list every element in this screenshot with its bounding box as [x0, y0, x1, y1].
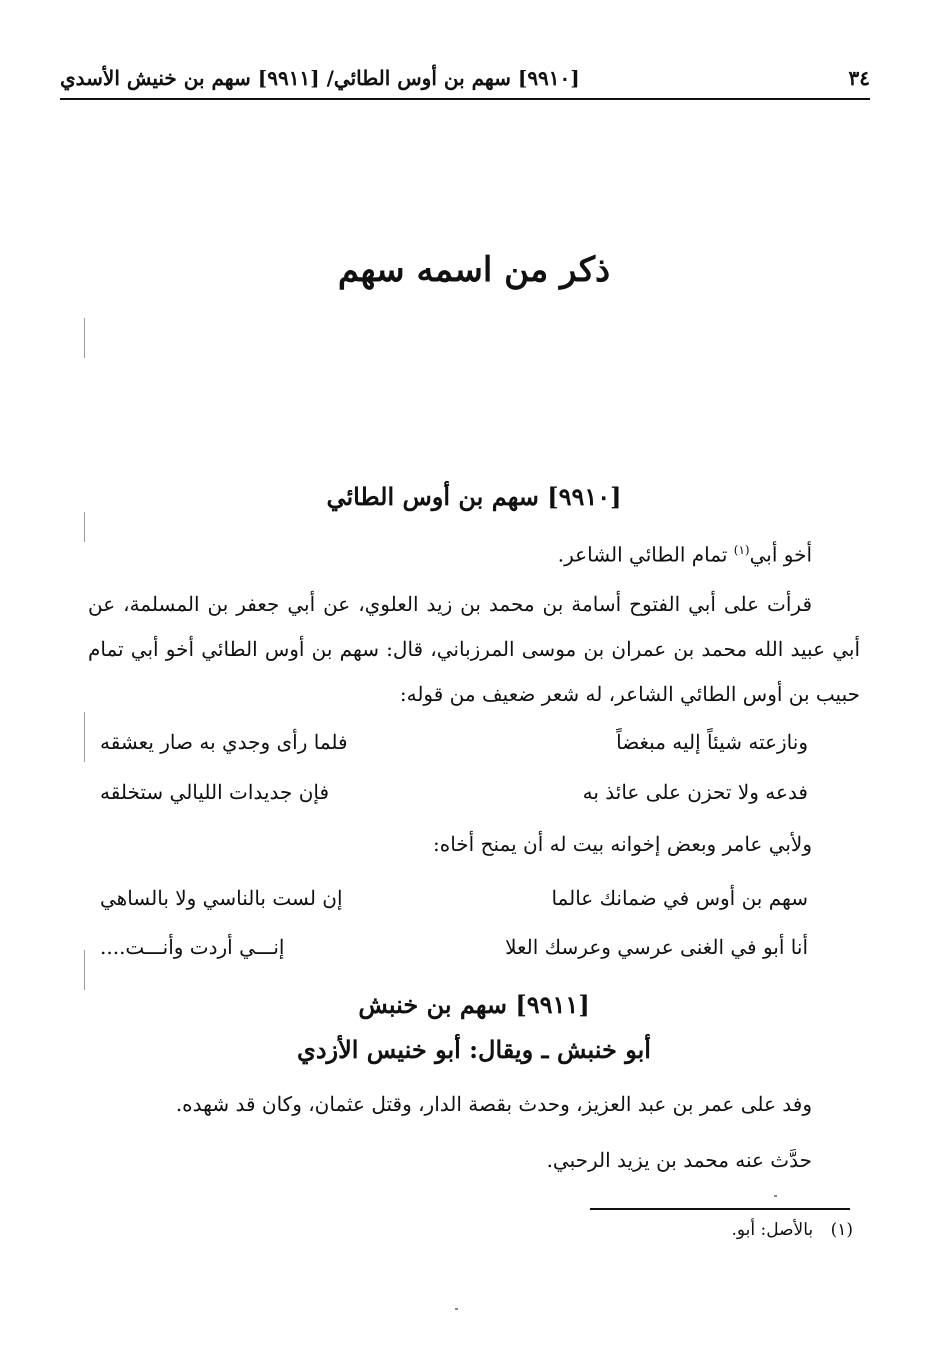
entry-line: حدَّث عنه محمد بن يزيد الرحبي. — [546, 1148, 812, 1172]
margin-mark — [84, 512, 85, 542]
verse-second-hemistich: فإن جديدات الليالي ستخلقه — [100, 780, 330, 804]
margin-mark — [84, 712, 85, 762]
verse-second-hemistich: فلما رأى وجدي به صار يعشقه — [100, 730, 348, 754]
footnote — [731, 1220, 853, 1240]
verse-first-hemistich: فدعه ولا تحزن على عائذ به — [582, 780, 808, 804]
verse-line — [100, 927, 808, 967]
bridge-text: ولأبي عامر وبعض إخوانه بيت له أن يمنح أخاه: — [432, 832, 812, 856]
running-title: [٩٩١٠] سهم بن أوس الطائي/ [٩٩١١] سهم بن خنيش الأسدي — [60, 66, 580, 90]
footnote-text: بالأصل: أبو. — [731, 1220, 814, 1240]
footnote-ref: (١) — [733, 543, 750, 557]
verse-line — [100, 722, 808, 762]
entry-intro — [88, 528, 860, 578]
chapter-title: ذكر من اسمه سهم — [337, 250, 611, 290]
verse-second-hemistich: إن لست بالناسي ولا بالساهي — [100, 886, 343, 910]
verse-second-hemistich: إنـــي أردت وأنـــت.... — [100, 935, 285, 959]
footnote-rule — [590, 1208, 850, 1210]
page-number: ٣٤ — [848, 66, 870, 90]
header-rule — [60, 98, 870, 100]
verse-line — [100, 878, 808, 918]
entry-line: وفد على عمر بن عبد العزيز، وحدث بقصة الدار، وقتل عثمان، وكان قد شهده. — [175, 1092, 812, 1116]
footnote-number: (١) — [830, 1220, 853, 1240]
entry-title-9911: [٩٩١١] سهم بن خنبش — [358, 990, 590, 1019]
scan-speck — [455, 1308, 458, 1310]
verse-first-hemistich: أنا أبو في الغنى عرسي وعرسك العلا — [505, 935, 808, 959]
entry-body: قرأت على أبي الفتوح أسامة بن محمد بن زيد العلوي، عن أبي جعفر بن المسلمة، عن أبي عبيد الله محمد بن عمران بن موسى المرزباني، قال: سهم بن أوس الطائي أخو أبي تمام حبيب بن أوس الطائي الشاعر، له شعر ضعيف من قوله: — [88, 592, 860, 706]
margin-mark — [84, 318, 85, 358]
scan-speck — [774, 1195, 777, 1197]
entry-title-9910: [٩٩١٠] سهم بن أوس الطائي — [326, 482, 622, 511]
margin-mark — [84, 950, 85, 990]
verse-first-hemistich: سهم بن أوس في ضمانك عالما — [551, 886, 808, 910]
verse-first-hemistich: ونازعته شيئاً إليه مبغضاً — [616, 730, 808, 754]
page-header — [60, 58, 870, 98]
intro-text: أخو أبي — [749, 542, 812, 567]
entry-subtitle-9911: أبو خنبش ـ ويقال: أبو خنيس الأزدي — [297, 1035, 651, 1064]
verse-line — [100, 772, 808, 812]
intro-text-rest: تمام الطائي الشاعر. — [557, 542, 734, 567]
